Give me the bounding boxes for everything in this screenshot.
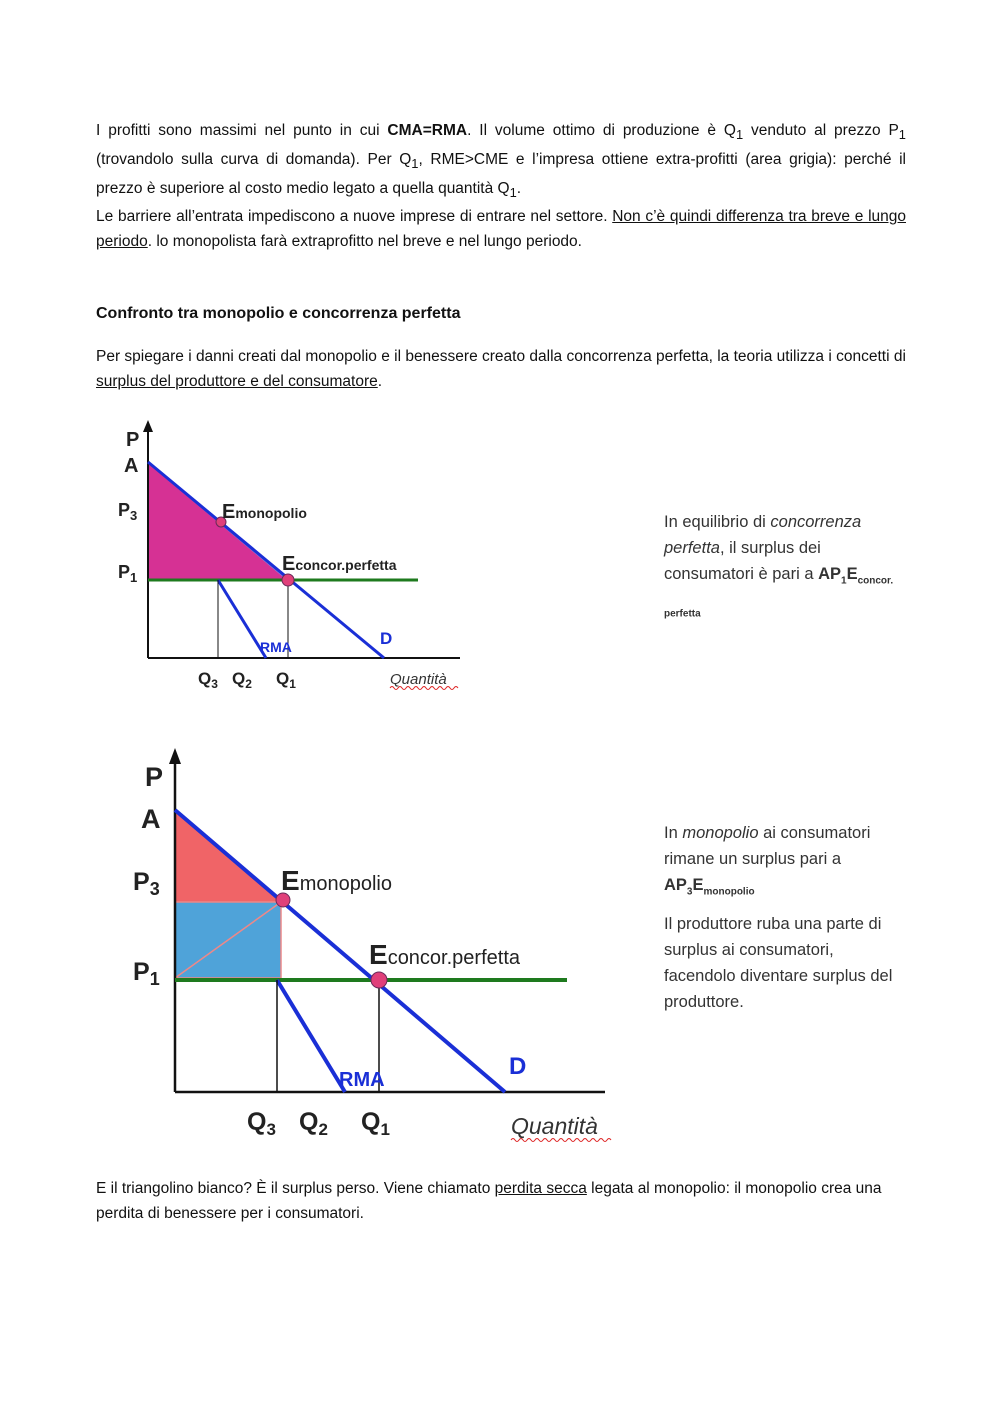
underlined-text: Non c’è quindi differenza tra breve e lungo periodo [96,208,906,250]
label-rma: RMA [260,639,292,655]
label-q1: $Q_1$ [361,1108,390,1139]
spellcheck-underline [390,687,458,690]
label-p1: $P_1$ [118,562,138,585]
y-axis-arrow [143,420,153,432]
bold-cma-rma: CMA=RMA [387,122,468,139]
text: Le barriere all’entrata impediscono a nuove imprese di entrare nel settore. [96,208,613,225]
text: ai consumatori rimane un surplus pari a [664,824,871,868]
label-p3: $P_3$ [133,868,160,899]
text: . [516,180,522,198]
italic-text: concorrenza perfetta [664,513,862,557]
subscript: 3 [686,886,693,898]
y-axis-label: P [145,762,164,792]
label-e-concorrenza: Econcor.perfetta [282,553,397,575]
competition-point [371,972,387,988]
paragraph-barriers [96,204,906,254]
text: E il triangolino bianco? È il surplus perso. Viene chiamato [96,1180,495,1197]
text: , RME>CME e l’impresa ottiene extra-profitti (area grigia): perché il prezzo è superiore al costo medio legato a quella quantità Q [96,151,906,198]
label-e-concorrenza: Econcor.perfetta [369,939,520,970]
subscript: 1 [841,575,847,587]
subscript: monopolio [703,886,755,898]
competition-point [282,574,294,586]
text: legata al monopolio: il monopolio crea una perdita di benessere per i consumatori. [96,1180,882,1222]
label-q1: $Q_1$ [276,669,296,691]
bold-text: AP [818,565,841,583]
rma-curve [218,580,266,658]
text: venduto al prezzo P [743,122,899,139]
text: . [377,373,383,390]
label-rma: RMA [339,1069,385,1091]
italic-text: monopolio [682,824,759,842]
subscript: 1 [411,156,419,172]
label-p3: $P_3$ [118,500,138,523]
text: In equilibrio di [664,513,771,531]
text: Per spiegare i danni creati dal monopolio e il benessere creato dalla concorrenza perfetta, la teoria utilizza i concetti di [96,348,906,365]
x-axis-label: Quantità [390,671,447,688]
label-q2: $Q_2$ [299,1108,328,1139]
text: (trovandolo sulla curva di domanda). Per Q [96,151,412,169]
text: , il surplus dei consumatori è pari a [664,539,821,583]
paragraph-intro-surplus [96,344,906,394]
paragraph-deadweight-loss [96,1176,906,1226]
text: . Il volume ottimo di produzione è Q [467,122,736,139]
label-e-monopolio: Emonopolio [222,501,307,523]
subscript: 1 [509,185,517,201]
rma-curve [277,980,345,1092]
bold-text: E [846,565,858,583]
note-perfect-competition [664,509,904,628]
x-axis-label: Quantità [511,1113,598,1139]
bold-text: E [692,876,704,894]
label-d: D [509,1053,527,1080]
bold-text: AP [664,876,687,894]
label-q3: $Q_3$ [247,1108,276,1139]
subscript: 1 [898,127,906,143]
label-p1: $P_1$ [133,958,160,989]
text: In [664,824,683,842]
label-e-monopolio: Emonopolio [281,865,392,896]
y-axis-arrow [169,748,181,764]
label-q3: $Q_3$ [198,669,218,691]
subscript: 1 [735,127,744,143]
y-axis-label: P [126,429,140,451]
text: I profitti sono massimi nel punto in cui [96,122,388,139]
underlined-text: surplus del produttore e del consumatore [96,373,378,390]
label-d: D [380,629,393,648]
underlined-text: perdita secca [494,1180,587,1197]
text: . lo monopolista farà extraprofitto nel breve e nel lungo periodo. [147,233,582,250]
label-q2: $Q_2$ [232,669,252,691]
figure-monopoly [125,742,625,1146]
note-monopoly [664,820,904,905]
note-monopoly-producer: Il produttore ruba una parte di surplus ai consumatori, facendolo diventare surplus del produttore. [664,915,893,1011]
paragraph-profit-max [96,118,906,205]
subscript: concor. perfetta [664,575,894,620]
figure-perfect-competition [110,418,480,698]
label-a: A [124,455,139,477]
section-heading: Confronto tra monopolio e concorrenza perfetta [96,305,461,322]
label-a: A [141,804,161,834]
